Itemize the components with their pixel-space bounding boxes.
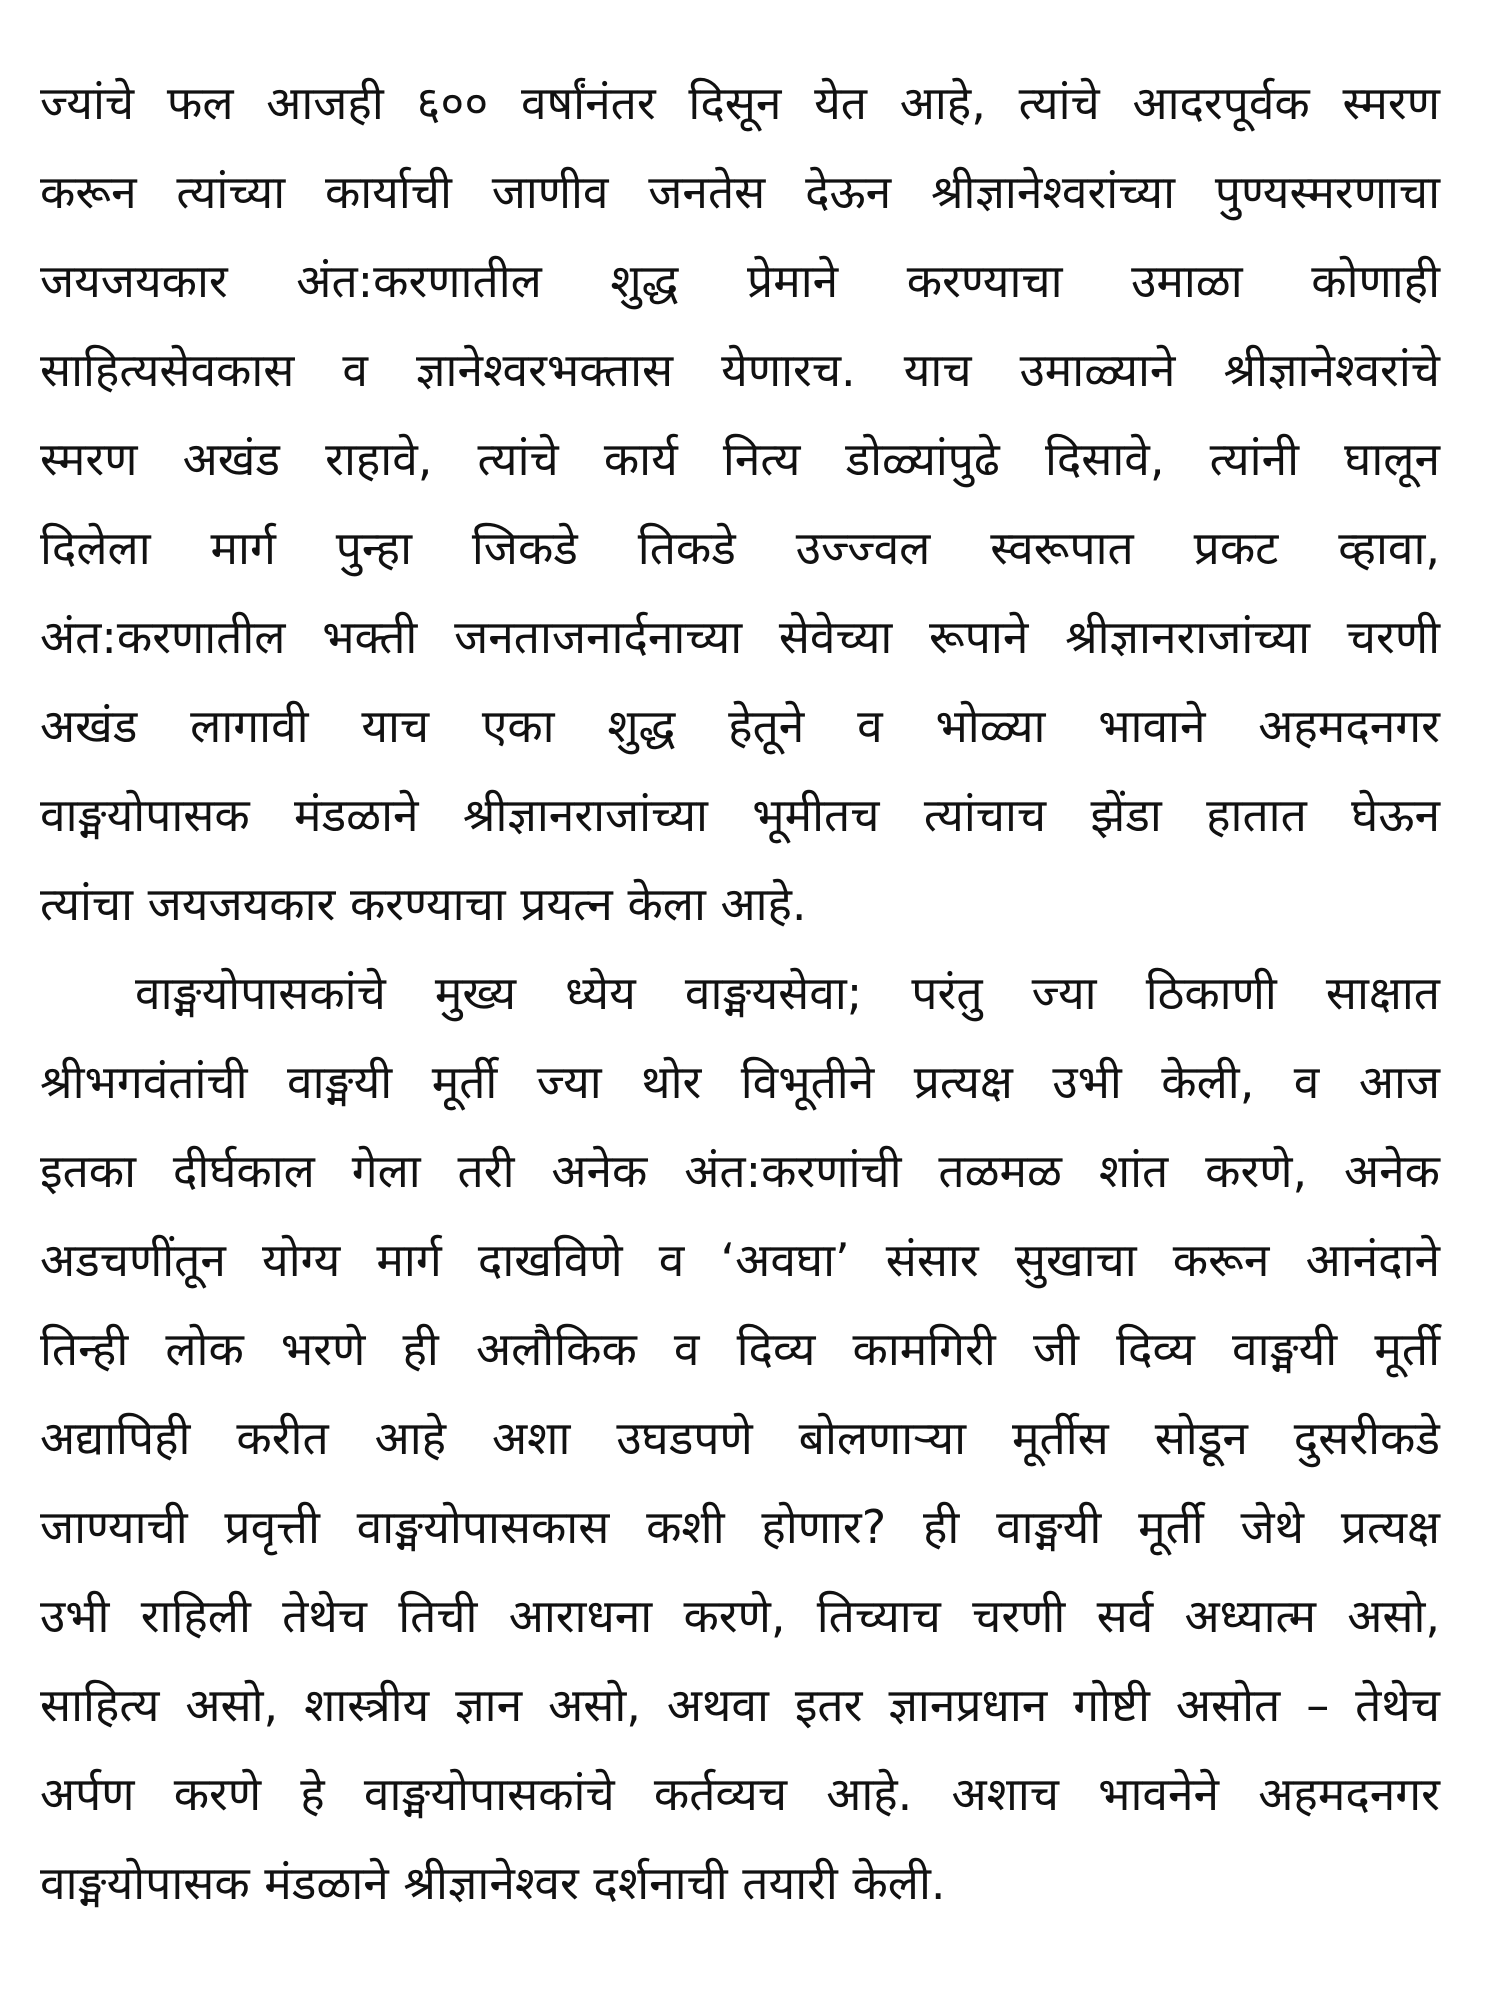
paragraph-2-line-10: अर्पण करणे हे वाङ्मयोपासकांचे कर्तव्यच आहे. अशाच भावनेने अहमदनगर xyxy=(40,1767,1440,1821)
paragraph-2-line-9: साहित्य असो, शास्त्रीय ज्ञान असो, अथवा इतर ज्ञानप्रधान गोष्टी असोत – तेथेच xyxy=(40,1678,1440,1732)
paragraph-2-line-2: श्रीभगवंतांची वाङ्मयी मूर्ती ज्या थोर विभूतीने प्रत्यक्ष उभी केली, व आज xyxy=(40,1055,1440,1109)
paragraph-2-line-4: अडचणींतून योग्य मार्ग दाखविणे व ‘अवघा’ संसार सुखाचा करून आनंदाने xyxy=(40,1233,1440,1287)
paragraph-1-line-9: वाङ्मयोपासक मंडळाने श्रीज्ञानराजांच्या भूमीतच त्यांचाच झेंडा हातात घेऊन xyxy=(40,788,1440,842)
paragraph-1-line-2: करून त्यांच्या कार्याची जाणीव जनतेस देऊन श्रीज्ञानेश्वरांच्या पुण्यस्मरणाचा xyxy=(40,165,1440,219)
paragraph-1-line-8: अखंड लागावी याच एका शुद्ध हेतूने व भोळ्या भावाने अहमदनगर xyxy=(40,699,1440,753)
paragraph-2-line-8: उभी राहिली तेथेच तिची आराधना करणे, तिच्याच चरणी सर्व अध्यात्म असो, xyxy=(40,1589,1440,1643)
paragraph-1-line-1: ज्यांचे फल आजही ६०० वर्षांनंतर दिसून येत आहे, त्यांचे आदरपूर्वक स्मरण xyxy=(40,76,1440,130)
paragraph-1-line-7: अंत:करणातील भक्ती जनताजनार्दनाच्या सेवेच्या रूपाने श्रीज्ञानराजांच्या चरणी xyxy=(40,610,1440,664)
paragraph-1-line-6: दिलेला मार्ग पुन्हा जिकडे तिकडे उज्ज्वल स्वरूपात प्रकट व्हावा, xyxy=(40,521,1440,575)
paragraph-2-line-1: वाङ्मयोपासकांचे मुख्य ध्येय वाङ्मयसेवा; परंतु ज्या ठिकाणी साक्षात xyxy=(135,966,1440,1020)
paragraph-2-line-7: जाण्याची प्रवृत्ती वाङ्मयोपासकास कशी होणार? ही वाङ्मयी मूर्ती जेथे प्रत्यक्ष xyxy=(40,1500,1440,1554)
paragraph-1-line-4: साहित्यसेवकास व ज्ञानेश्वरभक्तास येणारच. याच उमाळ्याने श्रीज्ञानेश्वरांचे xyxy=(40,343,1440,397)
document-page xyxy=(40,76,1460,1960)
paragraph-2-line-6: अद्यापिही करीत आहे अशा उघडपणे बोलणाऱ्या मूर्तीस सोडून दुसरीकडे xyxy=(40,1411,1440,1465)
paragraph-2-line-5: तिन्ही लोक भरणे ही अलौकिक व दिव्य कामगिरी जी दिव्य वाङ्मयी मूर्ती xyxy=(40,1322,1440,1376)
paragraph-1-line-10: त्यांचा जयजयकार करण्याचा प्रयत्न केला आहे. xyxy=(40,877,807,931)
paragraph-1-line-3: जयजयकार अंत:करणातील शुद्ध प्रेमाने करण्याचा उमाळा कोणाही xyxy=(40,254,1440,308)
paragraph-2-line-11: वाङ्मयोपासक मंडळाने श्रीज्ञानेश्वर दर्शनाची तयारी केली. xyxy=(40,1856,946,1910)
paragraph-2-line-3: इतका दीर्घकाल गेला तरी अनेक अंत:करणांची तळमळ शांत करणे, अनेक xyxy=(40,1144,1440,1198)
paragraph-1-line-5: स्मरण अखंड राहावे, त्यांचे कार्य नित्य डोळ्यांपुढे दिसावे, त्यांनी घालून xyxy=(40,432,1440,486)
